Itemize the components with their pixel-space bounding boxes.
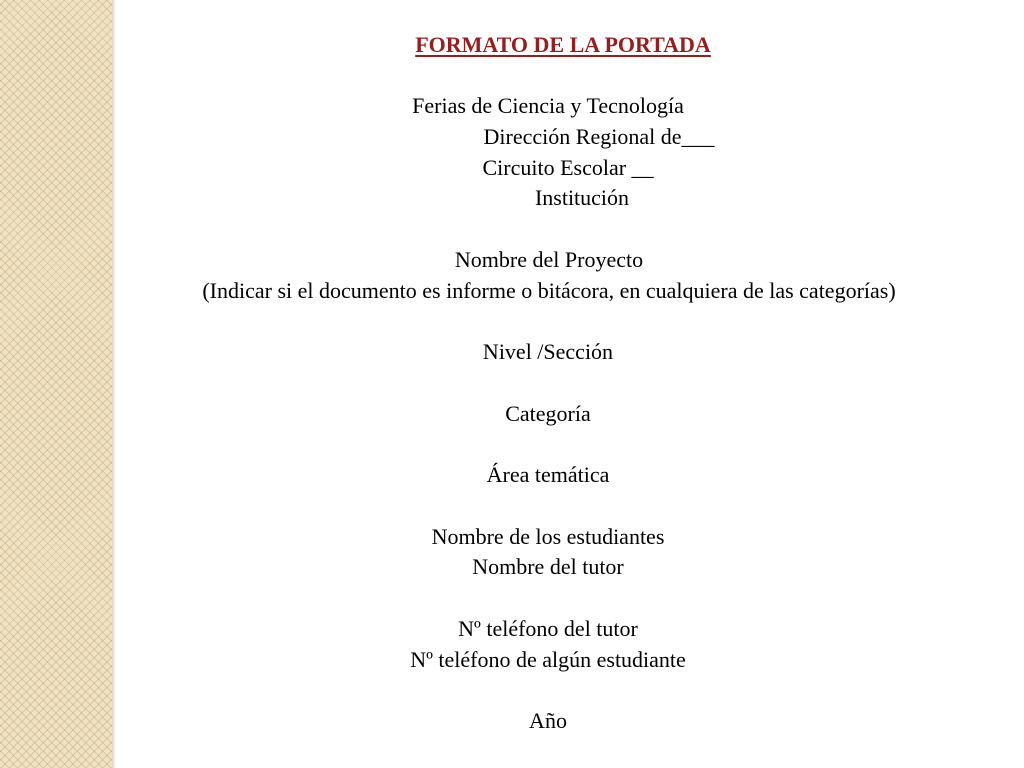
line-level-section: Nivel /Sección <box>482 339 614 364</box>
line-institution: Institución <box>534 185 630 210</box>
line-fair-name: Ferias de Ciencia y Tecnología <box>412 93 684 118</box>
line-year: Año <box>529 708 567 733</box>
document-title: FORMATO DE LA PORTADA <box>415 32 711 57</box>
line-tutor-name: Nombre del tutor <box>472 554 624 579</box>
line-student-names: Nombre de los estudiantes <box>431 524 665 549</box>
line-school-circuit: Circuito Escolar __ <box>482 155 654 180</box>
line-project-note: (Indicar si el documento es informe o bitácora, en cualquiera de las categorías) <box>202 278 896 303</box>
line-tutor-phone: Nº teléfono del tutor <box>458 616 638 641</box>
line-thematic-area: Área temática <box>486 462 610 487</box>
line-category: Categoría <box>505 401 591 426</box>
line-regional-direction: Dirección Regional de___ <box>483 124 715 149</box>
line-project-name: Nombre del Proyecto <box>454 247 644 272</box>
line-student-phone: Nº teléfono de algún estudiante <box>410 647 686 672</box>
